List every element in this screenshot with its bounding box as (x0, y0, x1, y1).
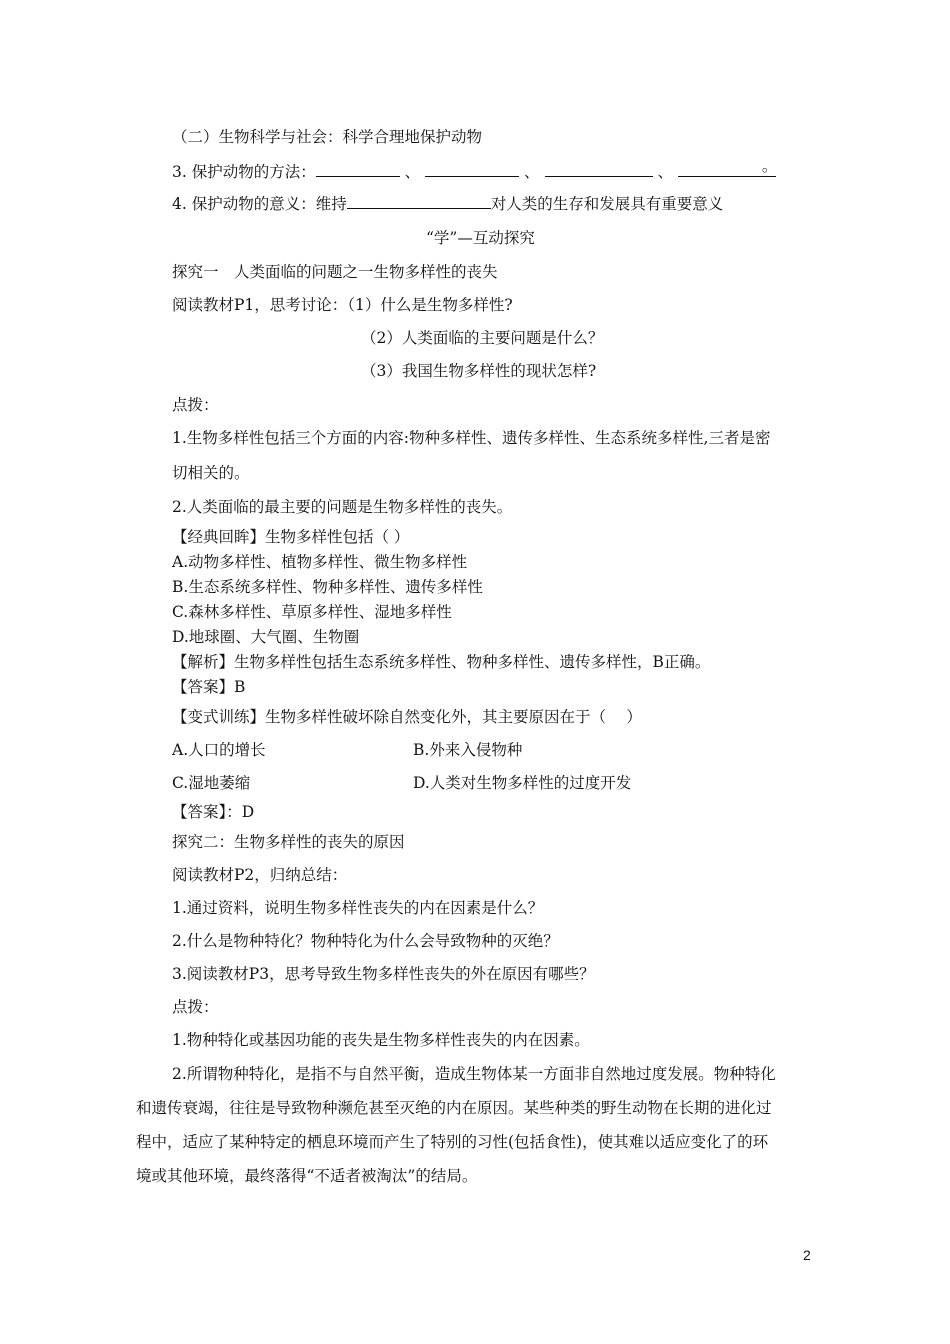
answer: 【答案】：D (172, 803, 255, 821)
hint-paragraph: 切相关的。 (172, 464, 250, 482)
explore-2-title: 探究二：生物多样性的丧失的原因 (172, 833, 405, 851)
hint-paragraph: 和遗传衰竭，往往是导致物种濒危甚至灭绝的内在原因。某些种类的野生动物在长期的进化过 (136, 1099, 772, 1117)
answer-blank[interactable] (545, 162, 653, 177)
question-4-suffix: 对人类的生存和发展具有重要意义 (490, 195, 724, 213)
hint-paragraph: 1.生物多样性包括三个方面的内容:物种多样性、遗传多样性、生态系统多样性,三者是密 (172, 429, 771, 447)
classic-question: 【经典回眸】生物多样性包括（ ） (172, 528, 410, 546)
explore-2-question-2: 2.什么是物种特化？物种特化为什么会导致物种的灭绝？ (172, 932, 559, 950)
section-heading: （二）生物科学与社会：科学合理地保护动物 (172, 128, 483, 146)
hint-paragraph: 境或其他环境，最终落得“不适者被淘汰”的结局。 (136, 1167, 478, 1185)
separator: 、 (524, 163, 540, 181)
hint-paragraph: 2.所谓物种特化，是指不与自然平衡，造成生物体某一方面非自然地过度发展。物种特化 (172, 1065, 776, 1083)
question-4-prefix: 4. 保护动物的意义：维持 (172, 195, 347, 213)
separator: 、 (404, 163, 421, 181)
period: 。 (761, 157, 778, 175)
option-a: A.人口的增长 (172, 741, 266, 759)
question-3-prefix: 3. 保护动物的方法： (172, 163, 316, 181)
answer-blank[interactable] (347, 194, 491, 209)
explore-2-read: 阅读教材P2，归纳总结： (172, 866, 348, 884)
separator: 、 (657, 163, 673, 181)
answer-blank[interactable] (316, 162, 400, 177)
analysis: 【解析】生物多样性包括生态系统多样性、物种多样性、遗传多样性，B正确。 (172, 653, 711, 671)
hint-paragraph: 2.人类面临的最主要的问题是生物多样性的丧失。 (172, 498, 513, 516)
option-d: D.地球圈、大气圈、生物圈 (172, 628, 360, 646)
variant-question: 【变式训练】生物多样性破坏除自然变化外，其主要原因在于（ ） (172, 708, 642, 726)
option-c: C.森林多样性、草原多样性、湿地多样性 (172, 603, 452, 621)
explore-2-question-1: 1.通过资料，说明生物多样性丧失的内在因素是什么？ (172, 899, 544, 917)
explore-2-question-3: 3.阅读教材P3，思考导致生物多样性丧失的外在原因有哪些？ (172, 965, 595, 983)
hint-paragraph: 程中，适应了某种特定的栖息环境而产生了特别的习性(包括食性)，使其难以适应变化了的环 (136, 1133, 769, 1151)
answer-blank[interactable] (425, 162, 519, 177)
option-c: C.湿地萎缩 (172, 774, 251, 792)
page-number: 2 (803, 1247, 811, 1263)
hint-label: 点拨： (172, 998, 219, 1016)
answer-blank[interactable] (678, 157, 778, 177)
hint-paragraph: 1.物种特化或基因功能的丧失是生物多样性丧失的内在因素。 (172, 1031, 590, 1049)
option-a: A.动物多样性、植物多样性、微生物多样性 (172, 553, 468, 571)
explore-1-title: 探究一 人类面临的问题之一生物多样性的丧失 (172, 263, 498, 281)
answer: 【答案】B (172, 678, 246, 696)
explore-1-question-2: （2）人类面临的主要问题是什么？ (361, 329, 604, 347)
option-b: B.外来入侵物种 (413, 741, 523, 759)
option-b: B.生态系统多样性、物种多样性、遗传多样性 (172, 578, 483, 596)
question-4 (172, 194, 723, 214)
section-title: “学”—互动探究 (426, 229, 535, 247)
question-3 (172, 157, 778, 182)
explore-1-read: 阅读教材P1，思考讨论：（1）什么是生物多样性? (172, 296, 513, 314)
option-d: D.人类对生物多样性的过度开发 (413, 774, 632, 792)
explore-1-question-3: （3）我国生物多样性的现状怎样? (361, 362, 597, 380)
hint-label: 点拨： (172, 396, 219, 414)
